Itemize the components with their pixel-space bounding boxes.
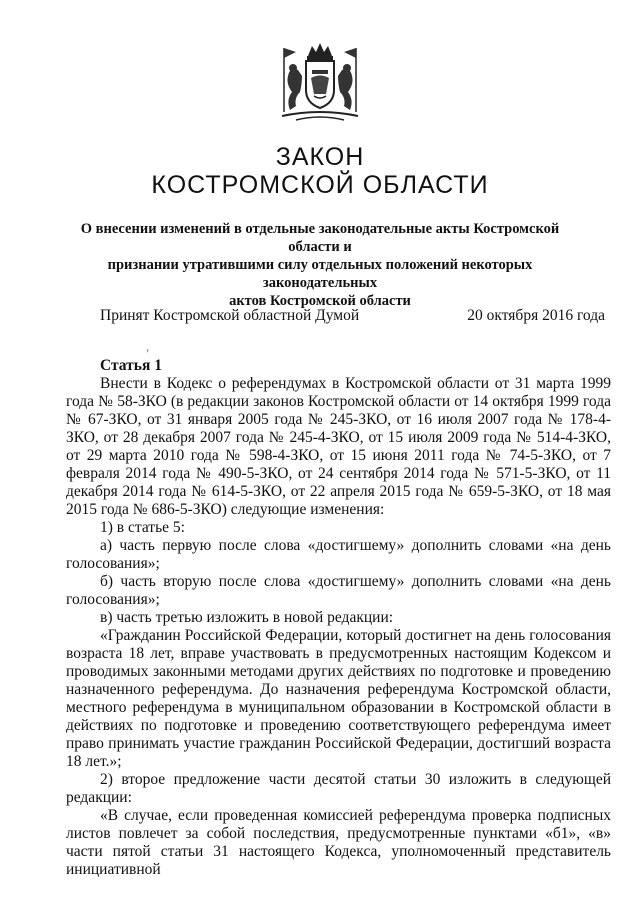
paragraph: «Гражданин Российской Федерации, который достигнет на день голосования возраста 18 лет, вправе участвовать в предусмотренных настоящим Кодексом и проводимых законными методами других действиях по подготовке и проведению назначенного референдума. До назначения референдума Костромской области, местного референдума в муниципальном образовании в Костромской области в действиях по подготовке и проведению соответствующего референдума имеет право принимать участие гражданин Российской Федерации, достигший возраста 18 лет.»; bbox=[66, 627, 611, 770]
law-subject bbox=[70, 220, 570, 310]
paragraph: б) часть вторую после слова «достигшему» дополнить словами «на день голосования»; bbox=[66, 573, 611, 608]
subject-line: признании утратившими силу отдельных положений некоторых законодательных bbox=[107, 257, 533, 291]
adopted-by: Принят Костромской областной Думой bbox=[100, 307, 360, 324]
paragraph: Внести в Кодекс о референдумах в Костромской области от 31 марта 1999 года № 58-ЗКО (в редакции законов Костромской области от 14 октября 1999 года № 67-ЗКО, от 31 января 2005 года № 245-ЗКО, от 16 июля 2007 года № 178-4-ЗКО, от 28 декабря 2007 года № 245-4-ЗКО, от 15 июля 2009 года № 514-4-ЗКО, от 29 марта 2010 года № 598-4-ЗКО, от 15 июня 2011 года № 74-5-ЗКО, от 7 февраля 2014 года № 490-5-ЗКО, от 24 сентября 2014 года № 571-5-ЗКО, от 11 декабря 2014 года № 614-5-ЗКО, от 22 апреля 2015 года № 659-5-ЗКО, от 18 мая 2015 года № 686-5-ЗКО) следующие изменения: bbox=[66, 375, 611, 518]
paragraph: в) часть третью изложить в новой редакции: bbox=[100, 609, 394, 626]
subject-line: О внесении изменений в отдельные законодательные акты Костромской области и bbox=[80, 221, 560, 255]
stray-mark: › bbox=[146, 345, 149, 355]
paragraph: 2) второе предложение части десятой статьи 30 изложить в следующей редакции: bbox=[66, 771, 611, 806]
kostroma-coat-of-arms-icon bbox=[268, 40, 372, 126]
law-title: ЗАКОН bbox=[275, 143, 365, 171]
paragraph: 1) в статье 5: bbox=[100, 519, 185, 536]
subject-line: актов Костромской области bbox=[229, 293, 411, 309]
paragraph: «В случае, если проведенная комиссией референдума проверка подписных листов повлечет за собой последствия, предусмотренные пунктами «б1», «в» части пятой статьи 31 настоящего Кодекса, уполномоченный представитель инициативной bbox=[66, 807, 611, 878]
paragraph: а) часть первую после слова «достигшему» дополнить словами «на день голосования»; bbox=[66, 537, 611, 572]
article-heading: Статья 1 bbox=[100, 357, 162, 374]
adoption-date: 20 октября 2016 года bbox=[467, 307, 605, 324]
law-region: КОСТРОМСКОЙ ОБЛАСТИ bbox=[151, 171, 489, 199]
law-body bbox=[66, 357, 611, 879]
adoption-line bbox=[100, 307, 605, 325]
